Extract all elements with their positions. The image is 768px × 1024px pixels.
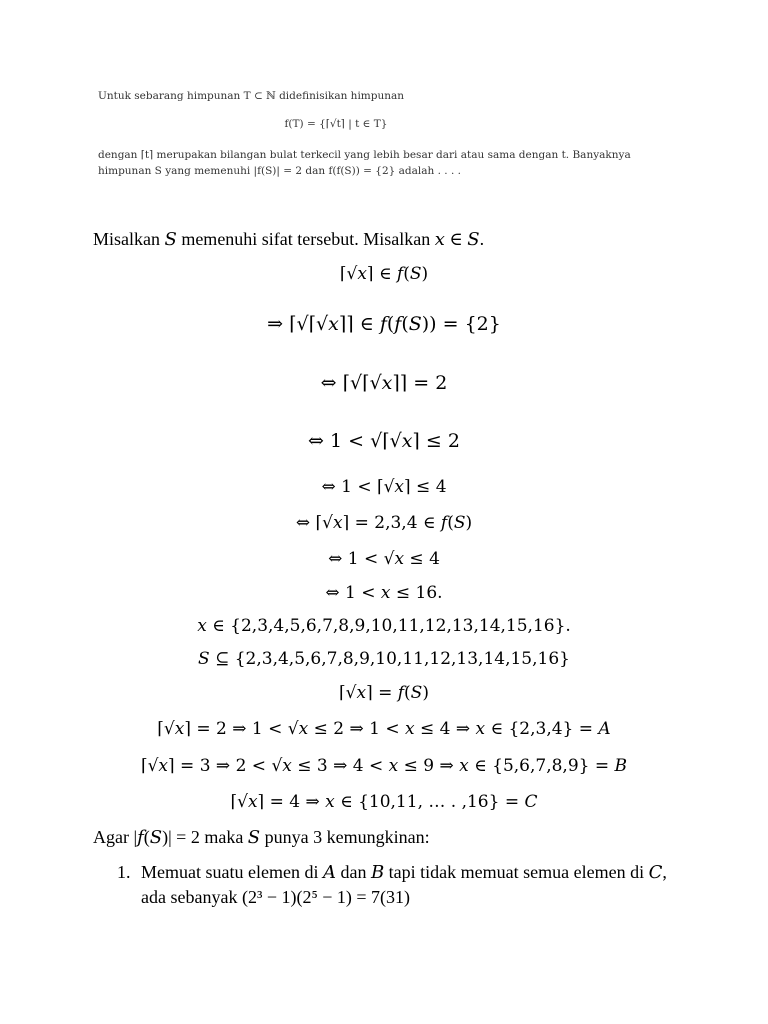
problem-line-1: Untuk sebarang himpunan T ⊂ ℕ didefinisikan himpunan: [98, 90, 405, 102]
step-7: ⇔ 1 < √𝑥 ≤ 4: [328, 549, 440, 569]
problem-line-3: himpunan S yang memenuhi |f(S)| = 2 dan f(f(S)) = {2} adalah . . . .: [98, 165, 461, 177]
conclusion-text: Agar |𝑓(𝑆)| = 2 maka 𝑆 punya 3 kemungkinan:: [93, 827, 430, 847]
step-3: ⇔ ⌈√⌈√𝑥⌉⌉ = 2: [320, 372, 448, 394]
step-10: 𝑆 ⊆ {2,3,4,5,6,7,8,9,10,11,12,13,14,15,16}: [198, 649, 570, 669]
step-11: ⌈√𝑥⌉ = 𝑓(𝑆): [339, 683, 429, 703]
step-2: ⇒ ⌈√⌈√𝑥⌉⌉ ∈ 𝑓(𝑓(𝑆)) = {2}: [267, 313, 501, 335]
step-8: ⇔ 1 < 𝑥 ≤ 16.: [325, 583, 443, 603]
step-4: ⇔ 1 < √⌈√𝑥⌉ ≤ 2: [308, 430, 460, 452]
problem-formula: f(T) = {⌈√t⌉ | t ∈ T}: [284, 118, 388, 130]
step-1: ⌈√𝑥⌉ ∈ 𝑓(𝑆): [339, 264, 429, 284]
step-12: ⌈√𝑥⌉ = 2 ⇒ 1 < √𝑥 ≤ 2 ⇒ 1 < 𝑥 ≤ 4 ⇒ 𝑥 ∈ {2,3,4} = 𝐴: [157, 719, 611, 739]
problem-line-2: dengan ⌈t⌉ merupakan bilangan bulat terkecil yang lebih besar dari atau sama dengan t. Banyaknya: [98, 149, 631, 161]
solution-intro: Misalkan 𝑆 memenuhi sifat tersebut. Misalkan 𝑥 ∈ 𝑆.: [93, 229, 485, 249]
step-5: ⇔ 1 < ⌈√𝑥⌉ ≤ 4: [321, 477, 447, 497]
step-6: ⇔ ⌈√𝑥⌉ = 2,3,4 ∈ 𝑓(𝑆): [295, 513, 473, 533]
step-9: 𝑥 ∈ {2,3,4,5,6,7,8,9,10,11,12,13,14,15,16}.: [197, 616, 571, 636]
step-14: ⌈√𝑥⌉ = 4 ⇒ 𝑥 ∈ {10,11, … . ,16} = 𝐶: [230, 792, 538, 812]
list-item-number: 1.: [117, 862, 131, 882]
list-item-text: Memuat suatu elemen di 𝐴 dan 𝐵 tapi tidak memuat semua elemen di 𝐶, ada sebanyak (2³ − 1)(2⁵ − 1) = 7(31): [141, 862, 667, 907]
step-13: ⌈√𝑥⌉ = 3 ⇒ 2 < √𝑥 ≤ 3 ⇒ 4 < 𝑥 ≤ 9 ⇒ 𝑥 ∈ {5,6,7,8,9} = 𝐵: [140, 756, 628, 776]
